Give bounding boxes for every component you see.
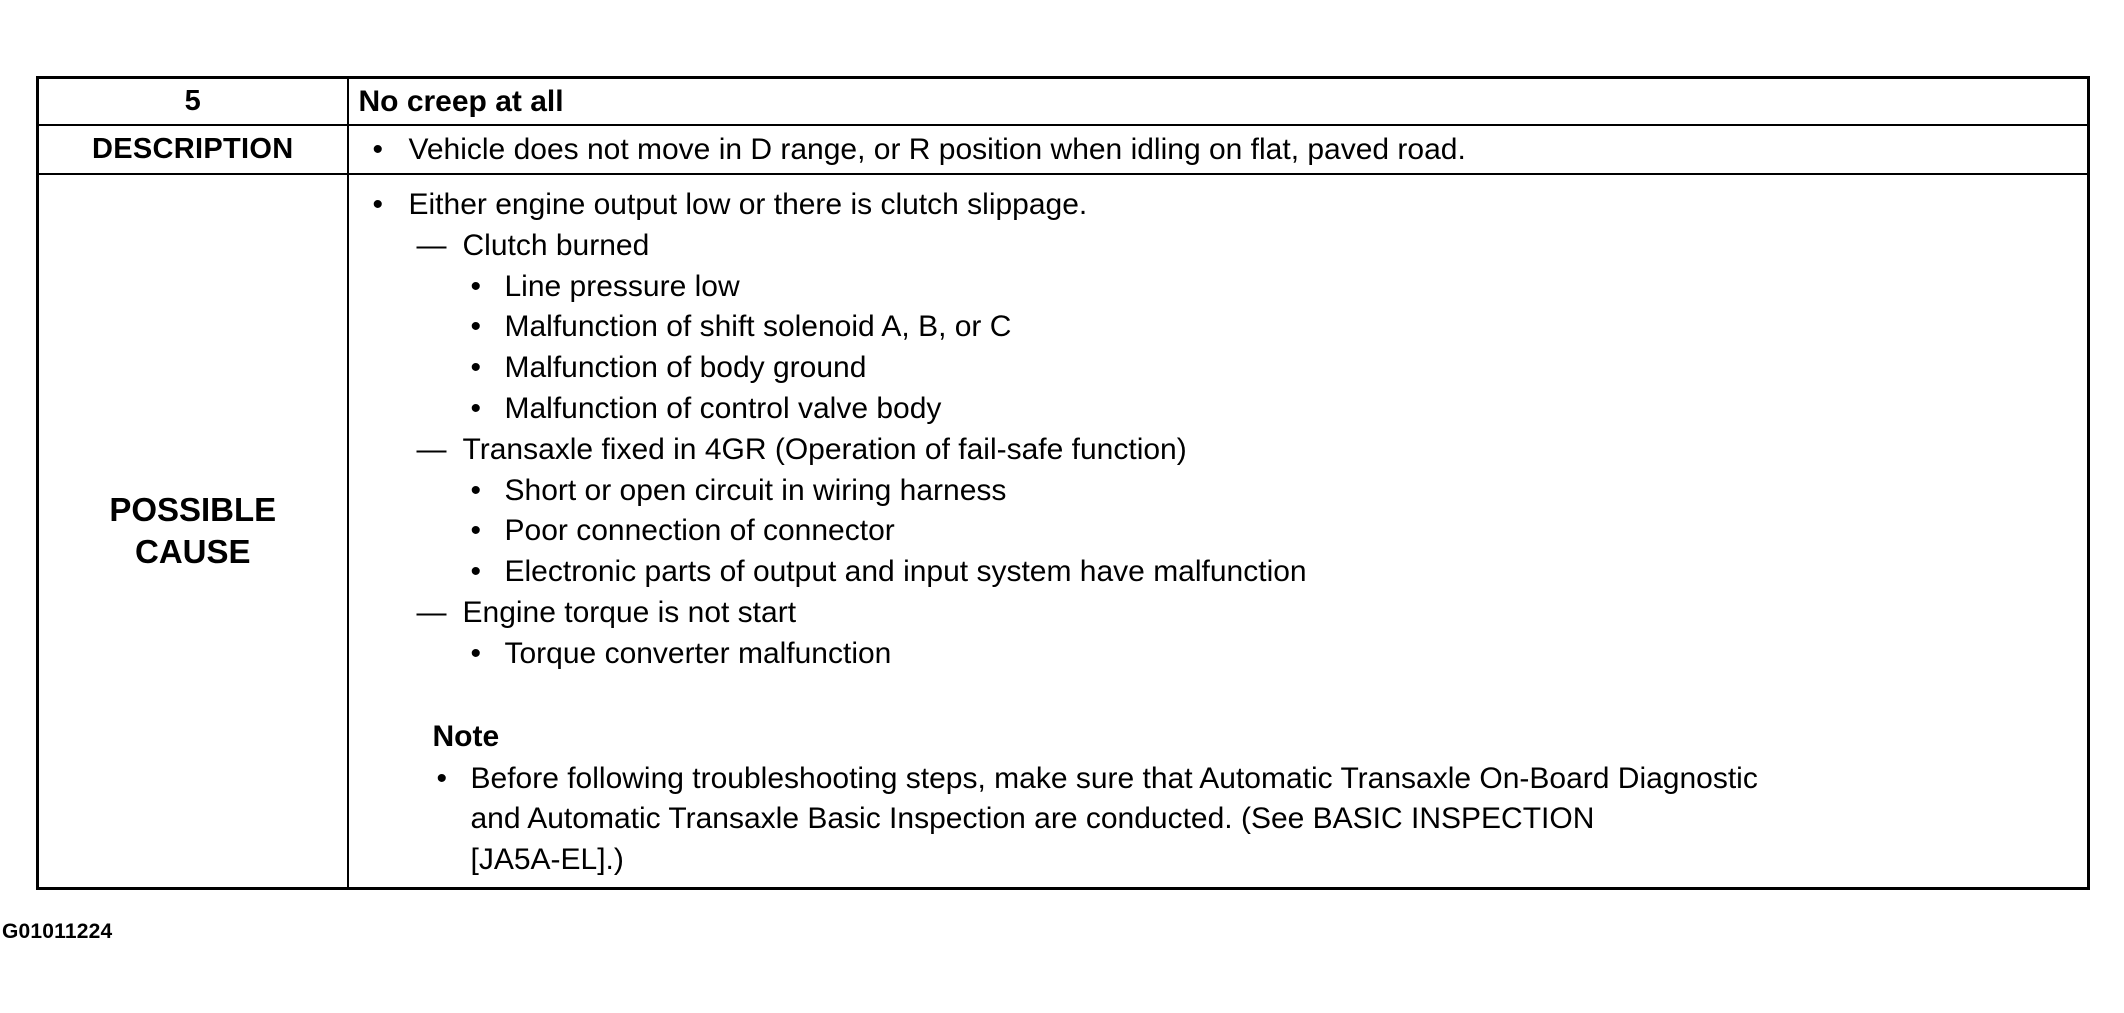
step-number: 5 — [38, 78, 348, 126]
cause-item-text: Short or open circuit in wiring harness — [504, 473, 1007, 507]
possible-cause-label — [38, 174, 348, 888]
bullet-icon: • — [470, 391, 482, 425]
note-heading: Note — [432, 719, 500, 753]
bullet-icon: • — [470, 636, 482, 670]
cause-item — [349, 471, 2088, 512]
bullet-icon: • — [470, 473, 482, 507]
bullet-icon: • — [470, 514, 482, 548]
note-spacer — [349, 675, 2088, 715]
description-label: DESCRIPTION — [38, 125, 348, 174]
possible-cause-cell — [348, 174, 2089, 888]
dash-icon: — — [416, 228, 447, 262]
bullet-icon: • — [372, 188, 384, 221]
cause-group-heading — [349, 430, 2088, 471]
note-item — [349, 759, 2088, 800]
dash-icon: — — [416, 595, 447, 629]
troubleshooting-table — [36, 76, 2090, 890]
cause-group-heading — [349, 593, 2088, 634]
cause-item-text: Malfunction of body ground — [504, 351, 867, 385]
cause-item-text: Electronic parts of output and input system have malfunction — [504, 555, 1307, 589]
cause-intro — [349, 185, 2088, 226]
cause-item — [349, 267, 2088, 308]
cause-item-text: Malfunction of shift solenoid A, B, or C — [504, 310, 1012, 344]
cause-item-text: Line pressure low — [504, 269, 740, 303]
cause-item — [349, 511, 2088, 552]
note-text-line3: [JA5A-EL].) — [470, 843, 624, 877]
note-text-line1: Before following troubleshooting steps, make sure that Automatic Transaxle On-Board Diagnostic — [470, 761, 1758, 795]
description-text: Vehicle does not move in D range, or R position when idling on flat, paved road. — [408, 133, 1466, 166]
symptom-title: No creep at all — [348, 78, 2089, 126]
cause-item-text: Torque converter malfunction — [504, 636, 892, 670]
figure-code: G01011224 — [2, 920, 113, 943]
bullet-icon: • — [470, 351, 482, 385]
description-cell — [348, 125, 2089, 174]
bullet-icon: • — [470, 310, 482, 344]
cause-item — [349, 348, 2088, 389]
cause-item — [349, 307, 2088, 348]
dash-icon: — — [416, 432, 447, 466]
bullet-icon: • — [470, 269, 482, 303]
cause-item — [349, 634, 2088, 675]
cause-group-heading-text: Engine torque is not start — [462, 595, 797, 629]
possible-cause-label-line1: POSSIBLE — [109, 490, 277, 528]
cause-intro-text: Either engine output low or there is clutch slippage. — [408, 188, 1088, 221]
description-row — [38, 125, 2089, 174]
bullet-icon: • — [470, 555, 482, 589]
possible-cause-label-line2: CAUSE — [134, 532, 251, 570]
description-item — [349, 126, 2088, 173]
cause-item-text: Poor connection of connector — [504, 514, 895, 548]
possible-cause-row — [38, 174, 2089, 888]
cause-group-heading — [349, 226, 2088, 267]
bullet-icon: • — [372, 133, 384, 166]
bullet-icon: • — [436, 761, 448, 795]
table-header-row — [38, 78, 2089, 126]
cause-group-heading-text: Transaxle fixed in 4GR (Operation of fail-safe function) — [462, 432, 1187, 466]
cause-item — [349, 552, 2088, 593]
cause-group-heading-text: Clutch burned — [462, 228, 650, 262]
cause-item — [349, 389, 2088, 430]
note-text-line2: and Automatic Transaxle Basic Inspection are conducted. (See BASIC INSPECTION — [470, 802, 1595, 836]
cause-item-text: Malfunction of control valve body — [504, 391, 942, 425]
